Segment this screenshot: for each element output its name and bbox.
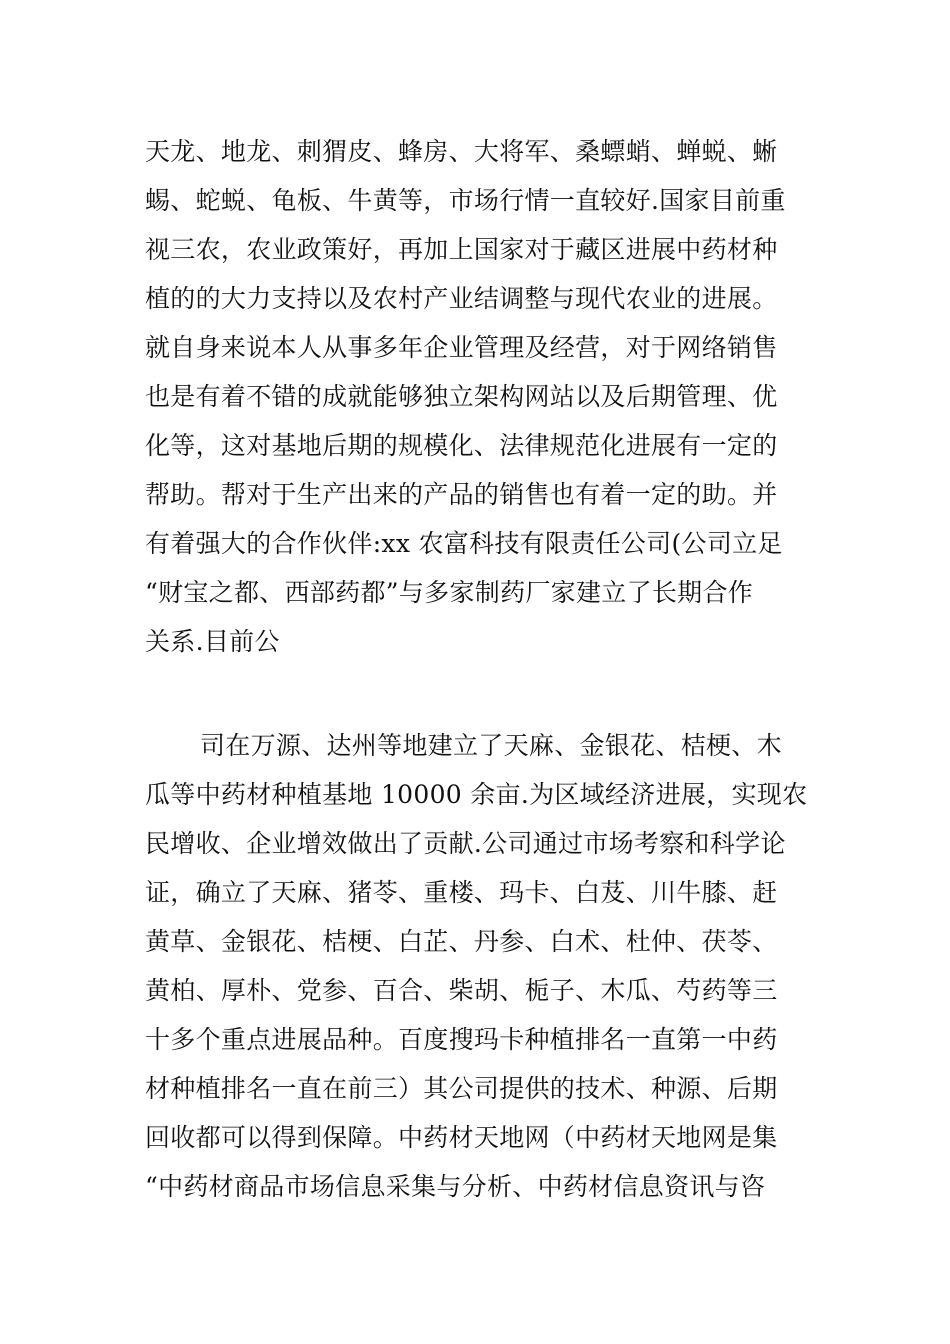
paragraph-2-line: 民增收、企业增效做出了贡献.公司通过市场考察和科学论: [145, 829, 786, 858]
paragraph-1-line: 也是有着不错的成就能够独立架构网站以及后期管理、优: [145, 382, 778, 411]
paragraph-2-line: 司在万源、达州等地建立了天麻、金银花、桔梗、木: [200, 731, 782, 760]
paragraph-1-line: 化等，这对基地后期的规模化、法律规范化进展有一定的: [145, 431, 778, 460]
paragraph-1-line: 天龙、地龙、刺猬皮、蜂房、大将军、桑螵蛸、蝉蜕、蜥: [145, 137, 778, 166]
paragraph-2-line: 材种植排名一直在前三）其公司提供的技术、种源、后期: [145, 1074, 778, 1103]
paragraph-2-line: “中药材商品市场信息采集与分析、中药材信息资讯与咨: [145, 1172, 766, 1201]
paragraph-2-line: 十多个重点进展品种。百度搜玛卡种植排名一直第一中药: [145, 1025, 778, 1054]
paragraph-1-line: 帮助。帮对于生产出来的产品的销售也有着一定的助。并: [145, 480, 778, 509]
paragraph-1-line: 植的的大力支持以及农村产业结调整与现代农业的进展。: [145, 284, 778, 313]
paragraph-2-line: 回收都可以得到保障。中药材天地网（中药材天地网是集: [145, 1123, 778, 1152]
paragraph-2-line: 瓜等中药材种植基地 10000 余亩.为区域经济进展，实现农: [145, 780, 808, 809]
paragraph-2-line: 证，确立了天麻、猪苓、重楼、玛卡、白芨、川牛膝、赶: [145, 878, 778, 907]
paragraph-1-line: 就自身来说本人从事多年企业管理及经营，对于网络销售: [145, 333, 778, 362]
paragraph-1-line: “财宝之都、西部药都”与多家制药厂家建立了长期合作: [145, 578, 754, 607]
paragraph-1-line: 有着强大的合作伙伴:xx 农富科技有限责任公司(公司立足: [145, 529, 783, 558]
paragraph-1-line: 关系.目前公: [145, 627, 280, 656]
paragraph-2-line: 黄柏、厚朴、党参、百合、柴胡、栀子、木瓜、芍药等三: [145, 976, 778, 1005]
paragraph-2-line: 黄草、金银花、桔梗、白芷、丹参、白术、杜仲、茯苓、: [145, 927, 778, 956]
paragraph-1-line: 视三农，农业政策好，再加上国家对于藏区进展中药材种: [145, 235, 778, 264]
paragraph-1-line: 蜴、蛇蜕、龟板、牛黄等，市场行情一直较好.国家目前重: [145, 186, 786, 215]
